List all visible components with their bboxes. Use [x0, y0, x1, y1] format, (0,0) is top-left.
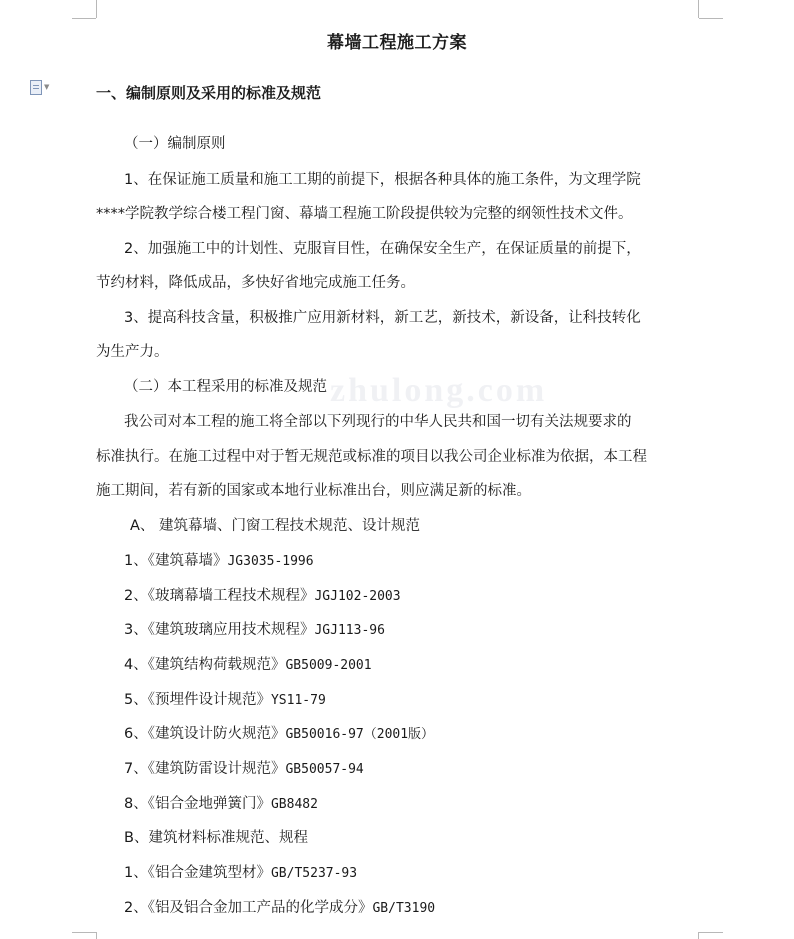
- standard-code: GB/T3190: [372, 901, 436, 916]
- paragraph-4-line-1: 我公司对本工程的施工将全部以下列现行的中华人民共和国一切有关法规要求的: [124, 414, 632, 430]
- list-item: [124, 724, 726, 745]
- corner-mark-top-left-h: [72, 18, 96, 19]
- paragraph-4-line-2: 标准执行。在施工过程中对于暂无规范或标准的项目以我公司企业标准为依据，本工程: [96, 449, 647, 465]
- list-item: [124, 898, 726, 919]
- list-item: [124, 759, 726, 780]
- corner-mark-top-right-h: [699, 18, 723, 19]
- standard-name: 1、《建筑幕墙》: [124, 553, 228, 569]
- standard-code: JG3035-1996: [227, 554, 314, 569]
- standard-name: 6、《建筑设计防火规范》: [124, 726, 286, 742]
- standard-code: GB8482: [270, 797, 318, 812]
- paragraph-1-line-2: ****学院教学综合楼工程门窗、幕墙工程施工阶段提供较为完整的纲领性技术文件。: [96, 206, 633, 222]
- corner-mark-bottom-left-v: [96, 932, 97, 939]
- paragraph-3-line-2: 为生产力。: [96, 344, 169, 360]
- standard-name: 1、《铝合金建筑型材》: [124, 865, 271, 881]
- standard-code: YS11-79: [270, 693, 326, 708]
- document-title: 幕墙工程施工方案: [327, 33, 467, 53]
- paragraph-1-line-1: 1、在保证施工质量和施工工期的前提下，根据各种具体的施工条件，为文理学院: [124, 172, 641, 188]
- paragraph-2-line-2: 节约材料，降低成品，多快好省地完成施工任务。: [96, 275, 415, 291]
- watermark: zhulong.com: [330, 372, 548, 409]
- list-item: [124, 863, 726, 884]
- paragraph-4-line-3: 施工期间，若有新的国家或本地行业标准出台，则应满足新的标准。: [96, 483, 531, 499]
- list-item: [124, 620, 726, 641]
- standard-code: GB50016-97（2001版）: [285, 727, 435, 742]
- standard-name: 7、《建筑防雷设计规范》: [124, 761, 286, 777]
- page-icon: [30, 80, 42, 95]
- corner-mark-bottom-right-v: [698, 932, 699, 939]
- paragraph-2-line-1: 2、加强施工中的计划性、克服盲目性，在确保安全生产，在保证质量的前提下，: [124, 241, 641, 257]
- standard-name: 4、《建筑结构荷载规范》: [124, 657, 286, 673]
- standard-name: 3、《建筑玻璃应用技术规程》: [124, 622, 315, 638]
- standard-name: 8、《铝合金地弹簧门》: [124, 796, 271, 812]
- paragraph-3-line-1: 3、提高科技含量，积极推广应用新材料，新工艺，新技术，新设备，让科技转化: [124, 310, 641, 326]
- corner-mark-top-right-v: [698, 0, 699, 18]
- standard-code: JGJ102-2003: [314, 589, 401, 604]
- section-a-heading: A、 建筑幕墙、门窗工程技术规范、设计规范: [130, 518, 421, 534]
- standard-name: 2、《玻璃幕墙工程技术规程》: [124, 588, 315, 604]
- section-b-heading: B、建筑材料标准规范、规程: [124, 830, 308, 846]
- subheading-standards: （二）本工程采用的标准及规范: [124, 379, 327, 395]
- list-item: [124, 551, 726, 572]
- standard-code: GB50057-94: [285, 762, 364, 777]
- standard-code: JGJ113-96: [314, 623, 385, 638]
- standard-code: GB5009-2001: [285, 658, 372, 673]
- standard-code: GB/T5237-93: [270, 866, 358, 881]
- corner-mark-bottom-right-h: [699, 932, 723, 933]
- corner-mark-top-left-v: [96, 0, 97, 18]
- dropdown-arrow-icon: ▼: [44, 83, 50, 91]
- corner-mark-bottom-left-h: [72, 932, 96, 933]
- list-item: [124, 794, 726, 815]
- heading-1: 一、编制原则及采用的标准及规范: [96, 84, 322, 102]
- standard-name: 2、《铝及铝合金加工产品的化学成分》: [124, 900, 373, 916]
- list-item: [124, 655, 726, 676]
- list-item: [124, 586, 726, 607]
- standard-name: 5、《预埋件设计规范》: [124, 692, 271, 708]
- document-outline-icon[interactable]: [30, 79, 58, 95]
- subheading-principles: （一）编制原则: [124, 136, 226, 152]
- list-item: [124, 690, 726, 711]
